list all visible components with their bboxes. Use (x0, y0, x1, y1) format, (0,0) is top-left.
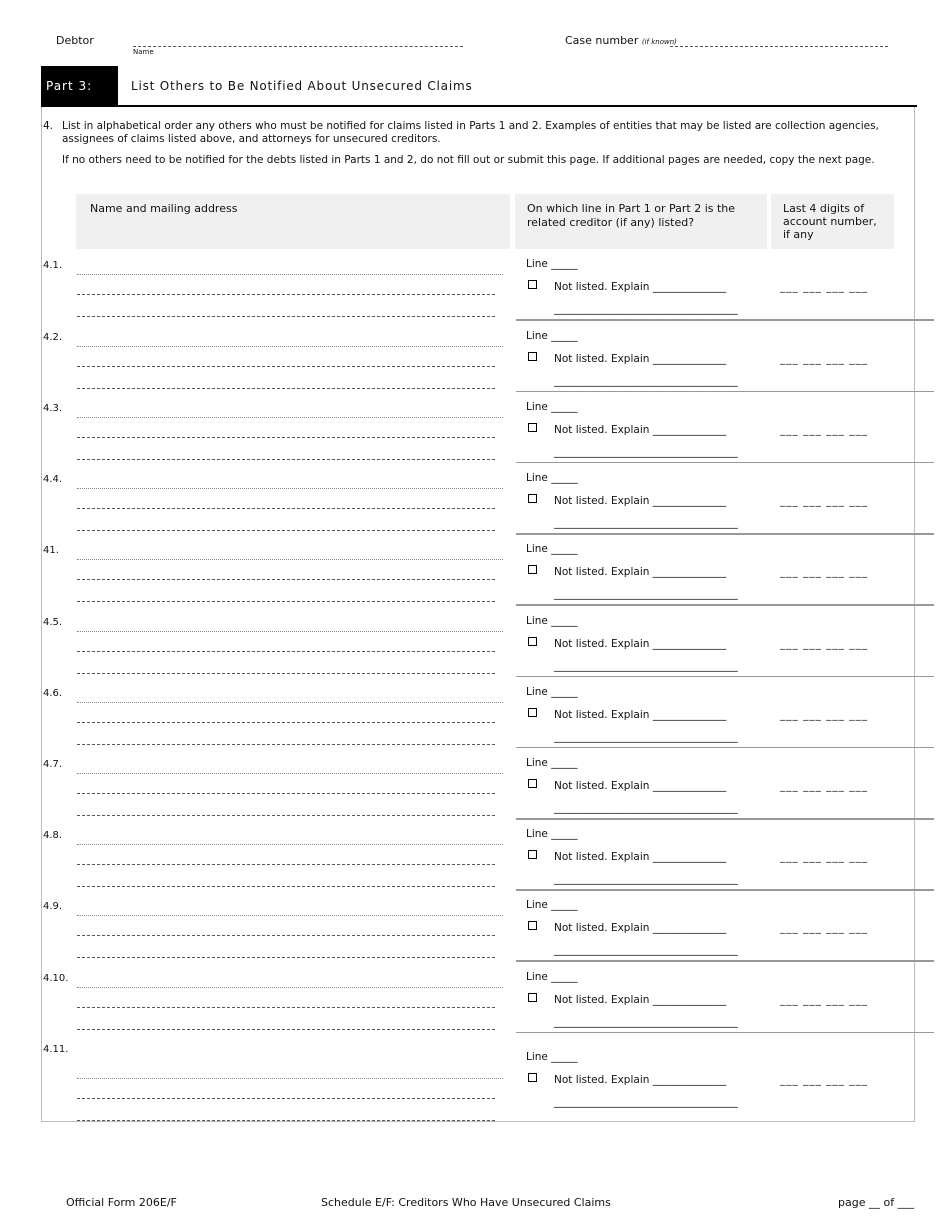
address-line-1[interactable] (77, 346, 503, 347)
row-separator (516, 462, 934, 463)
row-separator (516, 676, 934, 677)
line-number-field[interactable]: Line _____ (526, 899, 578, 911)
not-listed-checkbox[interactable] (528, 637, 537, 646)
not-listed-explain[interactable]: Not listed. Explain ______________ (554, 780, 727, 792)
address-line-3[interactable] (77, 673, 495, 674)
not-listed-explain[interactable]: Not listed. Explain ______________ (554, 638, 727, 650)
instruction-number: 4. (43, 120, 54, 132)
line-number-field[interactable]: Line _____ (526, 1051, 578, 1063)
row-separator (516, 319, 934, 321)
address-line-3[interactable] (77, 886, 495, 887)
line-number-field[interactable]: Line _____ (526, 828, 578, 840)
part-tab: Part 3: (41, 66, 118, 106)
explain-continuation[interactable]: ___________________________________ (554, 802, 738, 814)
address-line-2[interactable] (77, 366, 495, 367)
notify-entry-row (41, 541, 915, 612)
entry-number: 4.1. (43, 260, 63, 271)
not-listed-explain[interactable]: Not listed. Explain ______________ (554, 281, 727, 293)
column-header-name: Name and mailing address (76, 194, 510, 249)
entry-number: 4.5. (43, 617, 63, 628)
case-number-text: Case number (565, 34, 639, 47)
explain-continuation[interactable]: ___________________________________ (554, 1016, 738, 1028)
entry-number: 4.3. (43, 403, 63, 414)
address-line-2[interactable] (77, 864, 495, 865)
line-number-field[interactable]: Line _____ (526, 686, 578, 698)
footer-form-number: Official Form 206E/F (66, 1196, 177, 1209)
notify-entry-row (41, 826, 915, 897)
notify-entry-row (41, 969, 915, 1040)
not-listed-explain[interactable]: Not listed. Explain ______________ (554, 709, 727, 721)
address-line-3[interactable] (77, 815, 495, 816)
instruction-text: List in alphabetical order any others who must be notified for claims listed in Parts 1 and 2. Examples of entities that may be listed are collection agencies, assignees of claims listed above, and attorneys for unsecured creditors. (62, 120, 879, 145)
case-number-label (565, 34, 677, 47)
address-line-2[interactable] (77, 935, 495, 936)
account-last4-field[interactable]: ___ ___ ___ ___ (780, 424, 869, 436)
address-line-1[interactable] (77, 915, 503, 916)
address-line-3[interactable] (77, 601, 495, 602)
instruction-note: If no others need to be notified for the debts listed in Parts 1 and 2, do not fill out or submit this page. If additional pages are needed, copy the next page. (62, 154, 875, 166)
notify-entry-row (41, 470, 915, 541)
entry-number: 4.9. (43, 901, 63, 912)
notify-entry-row (41, 897, 915, 968)
explain-continuation[interactable]: ___________________________________ (554, 375, 738, 387)
debtor-name-sublabel: Name (133, 48, 154, 56)
address-line-2[interactable] (77, 294, 495, 295)
notify-entry-row (41, 684, 915, 755)
not-listed-checkbox[interactable] (528, 1073, 537, 1082)
account-last4-field[interactable]: ___ ___ ___ ___ (780, 922, 869, 934)
not-listed-explain[interactable]: Not listed. Explain ______________ (554, 566, 727, 578)
address-line-3[interactable] (77, 1120, 495, 1121)
account-last4-field[interactable]: ___ ___ ___ ___ (780, 1074, 869, 1086)
entry-number: 4.4. (43, 474, 63, 485)
entry-number: 4.8. (43, 830, 63, 841)
row-separator (516, 533, 934, 535)
entry-number: 4.6. (43, 688, 63, 699)
account-last4-field[interactable]: ___ ___ ___ ___ (780, 709, 869, 721)
not-listed-explain[interactable]: Not listed. Explain ______________ (554, 424, 727, 436)
line-number-field[interactable]: Line _____ (526, 472, 578, 484)
line-number-field[interactable]: Line _____ (526, 258, 578, 270)
account-last4-field[interactable]: ___ ___ ___ ___ (780, 638, 869, 650)
address-line-1[interactable] (77, 559, 503, 560)
account-last4-field[interactable]: ___ ___ ___ ___ (780, 994, 869, 1006)
address-line-1[interactable] (77, 274, 503, 275)
account-last4-field[interactable]: ___ ___ ___ ___ (780, 851, 869, 863)
row-separator (516, 1032, 934, 1033)
row-separator (516, 960, 934, 962)
not-listed-checkbox[interactable] (528, 352, 537, 361)
account-last4-field[interactable]: ___ ___ ___ ___ (780, 353, 869, 365)
notify-entry-row (41, 399, 915, 470)
not-listed-checkbox[interactable] (528, 280, 537, 289)
address-line-3[interactable] (77, 1029, 495, 1030)
not-listed-explain[interactable]: Not listed. Explain ______________ (554, 851, 727, 863)
row-separator (516, 391, 934, 392)
address-line-3[interactable] (77, 459, 495, 460)
not-listed-explain[interactable]: Not listed. Explain ______________ (554, 353, 727, 365)
address-line-2[interactable] (77, 793, 495, 794)
explain-continuation[interactable]: ___________________________________ (554, 588, 738, 600)
address-line-2[interactable] (77, 437, 495, 438)
debtor-name-field[interactable] (133, 46, 463, 47)
column-header-line: On which line in Part 1 or Part 2 is the related creditor (if any) listed? (515, 194, 767, 249)
row-separator (516, 818, 934, 820)
address-line-3[interactable] (77, 744, 495, 745)
notify-entry-row (41, 256, 915, 327)
not-listed-checkbox[interactable] (528, 993, 537, 1002)
not-listed-checkbox[interactable] (528, 850, 537, 859)
account-last4-field[interactable]: ___ ___ ___ ___ (780, 566, 869, 578)
line-number-field[interactable]: Line _____ (526, 543, 578, 555)
explain-continuation[interactable]: ___________________________________ (554, 873, 738, 885)
explain-continuation[interactable]: ___________________________________ (554, 303, 738, 315)
address-line-1[interactable] (77, 844, 503, 845)
address-line-1[interactable] (77, 631, 503, 632)
not-listed-checkbox[interactable] (528, 779, 537, 788)
not-listed-checkbox[interactable] (528, 565, 537, 574)
explain-continuation[interactable]: ___________________________________ (554, 944, 738, 956)
address-line-3[interactable] (77, 316, 495, 317)
row-separator (516, 889, 934, 891)
line-number-field[interactable]: Line _____ (526, 757, 578, 769)
notify-entry-row (41, 613, 915, 684)
address-line-2[interactable] (77, 722, 495, 723)
notify-entry-row (41, 755, 915, 826)
explain-continuation[interactable]: ___________________________________ (554, 446, 738, 458)
address-line-1[interactable] (77, 987, 503, 988)
case-number-field[interactable] (670, 46, 888, 47)
address-line-3[interactable] (77, 530, 495, 531)
address-line-2[interactable] (77, 508, 495, 509)
address-line-1[interactable] (77, 702, 503, 703)
not-listed-checkbox[interactable] (528, 494, 537, 503)
explain-continuation[interactable]: ___________________________________ (554, 1096, 738, 1108)
explain-continuation[interactable]: ___________________________________ (554, 731, 738, 743)
address-line-2[interactable] (77, 1098, 495, 1099)
entry-number: 41. (43, 545, 59, 556)
address-line-3[interactable] (77, 957, 495, 958)
row-separator (516, 747, 934, 748)
case-if-known: (if known) (641, 38, 677, 46)
address-line-3[interactable] (77, 388, 495, 389)
line-number-field[interactable]: Line _____ (526, 615, 578, 627)
entry-number: 4.10. (43, 973, 69, 984)
footer-page-number: page __ of ___ (838, 1196, 915, 1209)
debtor-label: Debtor (56, 34, 94, 47)
explain-continuation[interactable]: ___________________________________ (554, 517, 738, 529)
not-listed-checkbox[interactable] (528, 921, 537, 930)
address-line-1[interactable] (77, 773, 503, 774)
address-line-2[interactable] (77, 579, 495, 580)
not-listed-checkbox[interactable] (528, 423, 537, 432)
not-listed-explain[interactable]: Not listed. Explain ______________ (554, 922, 727, 934)
line-number-field[interactable]: Line _____ (526, 971, 578, 983)
address-line-1[interactable] (77, 488, 503, 489)
not-listed-explain[interactable]: Not listed. Explain ______________ (554, 1074, 727, 1086)
address-line-1[interactable] (77, 417, 503, 418)
notify-entry-row (41, 1040, 915, 1111)
entry-number: 4.2. (43, 332, 63, 343)
notify-entry-row (41, 328, 915, 399)
not-listed-explain[interactable]: Not listed. Explain ______________ (554, 495, 727, 507)
account-last4-field[interactable]: ___ ___ ___ ___ (780, 495, 869, 507)
footer-form-title: Schedule E/F: Creditors Who Have Unsecured Claims (321, 1196, 611, 1209)
entry-number: 4.11. (43, 1044, 69, 1055)
not-listed-checkbox[interactable] (528, 708, 537, 717)
column-header-account: Last 4 digits of account number, if any (771, 194, 894, 249)
part-title: List Others to Be Notified About Unsecured Claims (131, 79, 473, 93)
address-line-1[interactable] (77, 1078, 503, 1079)
account-last4-field[interactable]: ___ ___ ___ ___ (780, 780, 869, 792)
line-number-field[interactable]: Line _____ (526, 330, 578, 342)
address-line-2[interactable] (77, 651, 495, 652)
account-last4-field[interactable]: ___ ___ ___ ___ (780, 281, 869, 293)
not-listed-explain[interactable]: Not listed. Explain ______________ (554, 994, 727, 1006)
row-separator (516, 604, 934, 606)
address-line-2[interactable] (77, 1007, 495, 1008)
line-number-field[interactable]: Line _____ (526, 401, 578, 413)
entry-number: 4.7. (43, 759, 63, 770)
explain-continuation[interactable]: ___________________________________ (554, 660, 738, 672)
